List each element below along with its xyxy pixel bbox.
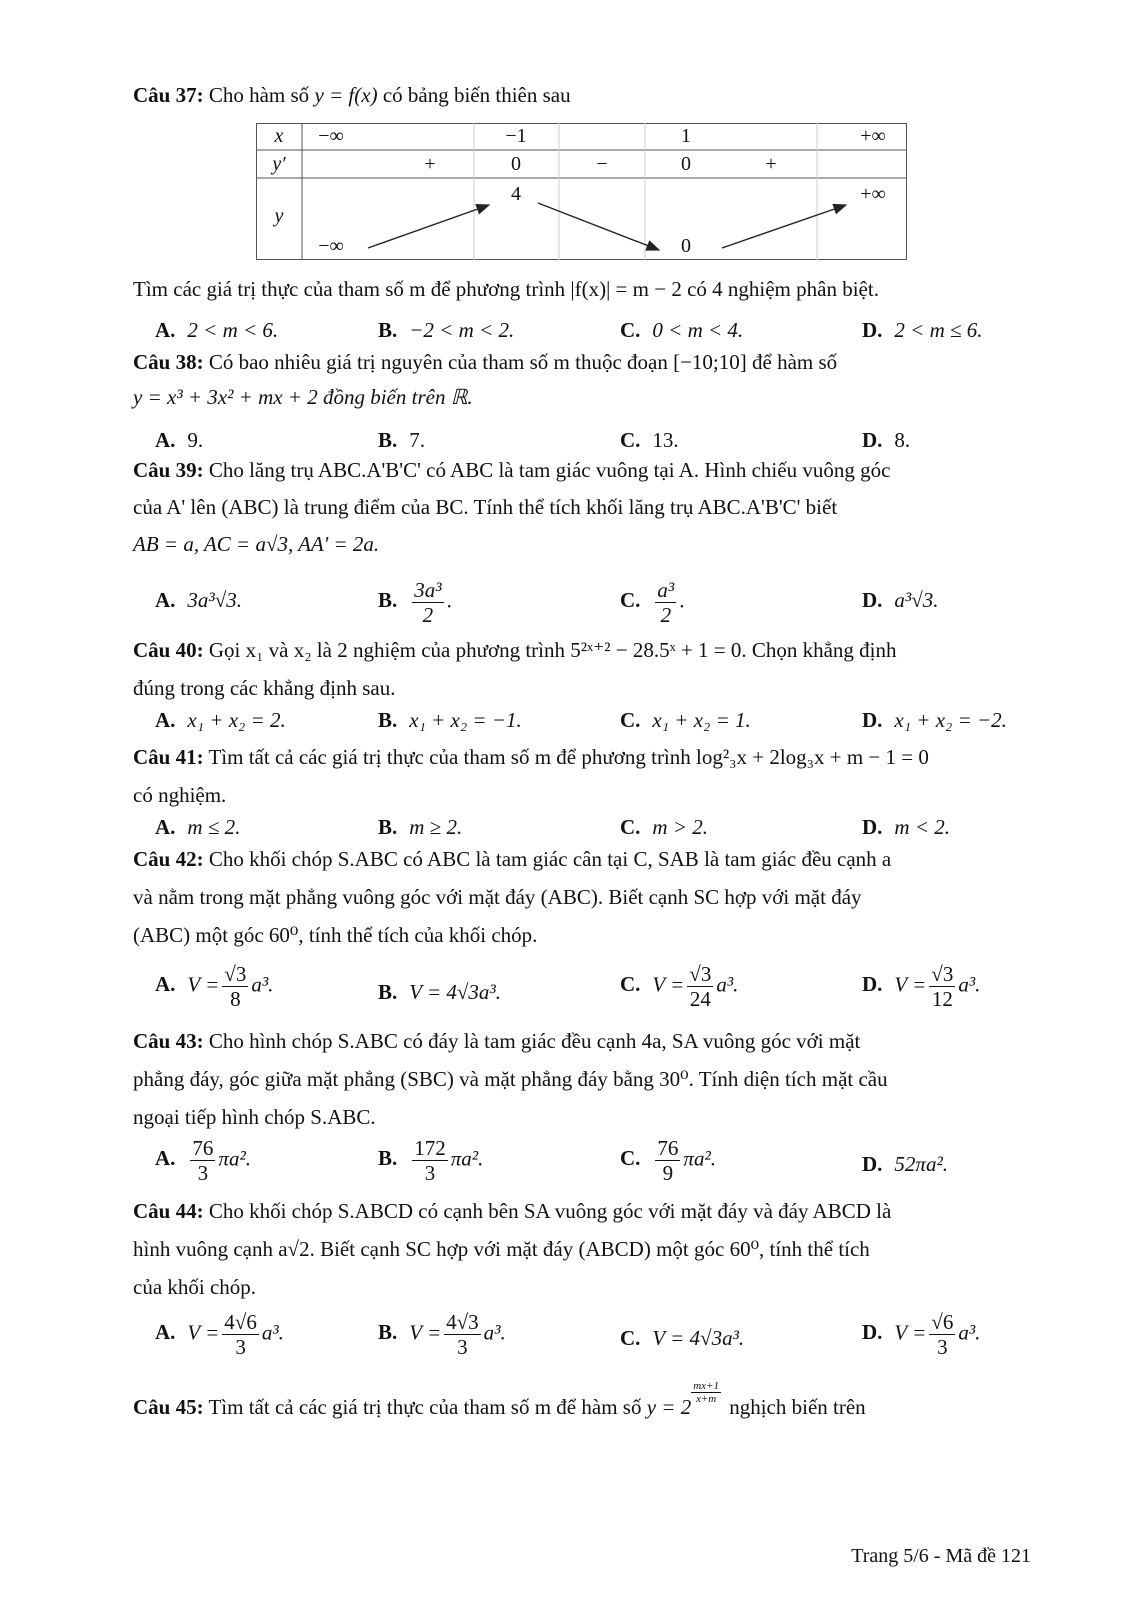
option-d: D. m < 2. [862, 815, 951, 839]
option-c: C. V = 4√3a³. [620, 1326, 745, 1350]
option-d: D. 2 < m ≤ 6. [862, 318, 983, 342]
option-d: D. x₁ + x₂ = −2. [862, 708, 1007, 732]
x-val: 1 [681, 125, 691, 147]
option-b: B. m ≥ 2. [378, 815, 463, 839]
option-a: A. x₁ + x₂ = 2. [155, 708, 286, 732]
y-val: +∞ [860, 183, 886, 205]
question-37-text: Tìm các giá trị thực của tham số m để phương trình |f(x)| = m − 2 có 4 nghiệm phân biệt. [133, 277, 879, 301]
option-d: D. a³√3. [862, 588, 939, 612]
option-b: B. x₁ + x₂ = −1. [378, 708, 522, 732]
option-b: B. V = $\frac{4√3}{3}$ a³. [378, 1310, 506, 1359]
question-37: Câu 37: Cho hàm số y = f(x) có bảng biến thiên sau [133, 83, 571, 107]
option-c: C. x₁ + x₂ = 1. [620, 708, 751, 732]
yprime-val: 0 [681, 153, 691, 175]
option-c: C. $\frac{\text{a³}}{2}$ . [620, 578, 685, 627]
option-b: B. V = 4√3a³. [378, 980, 501, 1004]
yprime-val: − [596, 153, 608, 175]
option-b: B. $\frac{172}{3}$ πa². [378, 1136, 484, 1185]
variation-table-grid [256, 123, 907, 260]
arrow-up-2 [722, 205, 846, 248]
x-val: −∞ [318, 125, 344, 147]
option-a: A. V = $\frac{√3}{8}$ a³. [155, 962, 274, 1011]
row-label-y: y [274, 205, 284, 227]
options-39 [155, 578, 1035, 628]
question-41: Câu 41: Tìm tất cả các giá trị thực của tham số m để phương trình log²₃x + 2log₃x + m − 1 = 0 có nghiệm. [133, 745, 929, 807]
question-45: Câu 45: Tìm tất cả các giá trị thực của tham số m để hàm số y = 2 $\frac{mx+1}{x+m}$ nghịch biến trên [133, 1380, 866, 1419]
option-c: C. V = $\frac{√3}{24}$ a³. [620, 962, 739, 1011]
page-footer: Trang 5/6 - Mã đề 121 [851, 1545, 1031, 1567]
option-b: B. $\frac{\text{3a³}}{2}$ . [378, 578, 452, 627]
option-a: A. 9. [155, 428, 204, 452]
variation-table [256, 123, 907, 260]
option-d: D. V = $\frac{√3}{12}$ a³. [862, 962, 981, 1011]
option-a: A. V = $\frac{4√6}{3}$ a³. [155, 1310, 284, 1359]
question-43: Câu 43: Cho hình chóp S.ABC có đáy là tam giác đều cạnh 4a, SA vuông góc với mặt phẳng đáy, góc giữa mặt phẳng (SBC) và mặt phẳng đáy bằng 30⁰. Tính diện tích mặt cầu ngoại tiếp hình chóp S.ABC. [133, 1029, 888, 1129]
x-val: +∞ [860, 125, 886, 147]
options-44 [155, 1310, 1035, 1365]
option-b: B. 7. [378, 428, 426, 452]
option-c: C. m > 2. [620, 815, 709, 839]
option-d: D. 52πa². [862, 1152, 948, 1176]
option-a: A. 2 < m < 6. [155, 318, 279, 342]
question-39: Câu 39: Cho lăng trụ ABC.A'B'C' có ABC là tam giác vuông tại A. Hình chiếu vuông góc của A' lên (ABC) là trung điểm của BC. Tính thể tích khối lăng trụ ABC.A'B'C' biết AB = a, AC = a√3, AA' = 2a. [133, 458, 891, 556]
y-val: −∞ [318, 235, 344, 257]
options-43 [155, 1136, 1035, 1191]
y-val: 4 [511, 183, 521, 205]
options-42 [155, 962, 1035, 1022]
option-a: A. m ≤ 2. [155, 815, 241, 839]
question-38: Câu 38: Có bao nhiêu giá trị nguyên của tham số m thuộc đoạn [−10;10] để hàm số y = x³ + 3x² + mx + 2 đồng biến trên ℝ. [133, 350, 838, 409]
y-val: 0 [681, 235, 691, 257]
yprime-val: 0 [511, 153, 521, 175]
option-c: C. 0 < m < 4. [620, 318, 744, 342]
yprime-val: + [765, 153, 777, 175]
x-val: −1 [505, 125, 527, 147]
option-a: A. 3a³√3. [155, 588, 242, 612]
question-label: Câu 37: [133, 83, 204, 107]
option-c: C. $\frac{76}{9}$ πa². [620, 1136, 716, 1185]
option-b: B. −2 < m < 2. [378, 318, 515, 342]
row-label-yprime: y′ [272, 153, 286, 175]
arrow-up-1 [368, 205, 489, 248]
yprime-val: + [424, 153, 436, 175]
option-a: A. $\frac{76}{3}$ πa². [155, 1136, 251, 1185]
arrow-down [538, 203, 659, 250]
option-d: D. 8. [862, 428, 911, 452]
option-c: C. 13. [620, 428, 679, 452]
option-d: D. V = $\frac{√6}{3}$ a³. [862, 1310, 981, 1359]
question-40: Câu 40: Gọi x₁ và x₂ là 2 nghiệm của phương trình 5²ˣ⁺² − 28.5ˣ + 1 = 0. Chọn khẳng định đúng trong các khẳng định sau. [133, 638, 897, 700]
question-44: Câu 44: Cho khối chóp S.ABCD có cạnh bên SA vuông góc với mặt đáy và đáy ABCD là hình vuông cạnh a√2. Biết cạnh SC hợp với mặt đáy (ABCD) một góc 60⁰, tính thể tích của khối chóp. [133, 1199, 892, 1299]
question-42: Câu 42: Cho khối chóp S.ABC có ABC là tam giác cân tại C, SAB là tam giác đều cạnh a và nằm trong mặt phẳng vuông góc với mặt đáy (ABC). Biết cạnh SC hợp với mặt đáy (ABC) một góc 60⁰, tính thể tích của khối chóp. [133, 847, 892, 947]
row-label-x: x [274, 125, 284, 147]
